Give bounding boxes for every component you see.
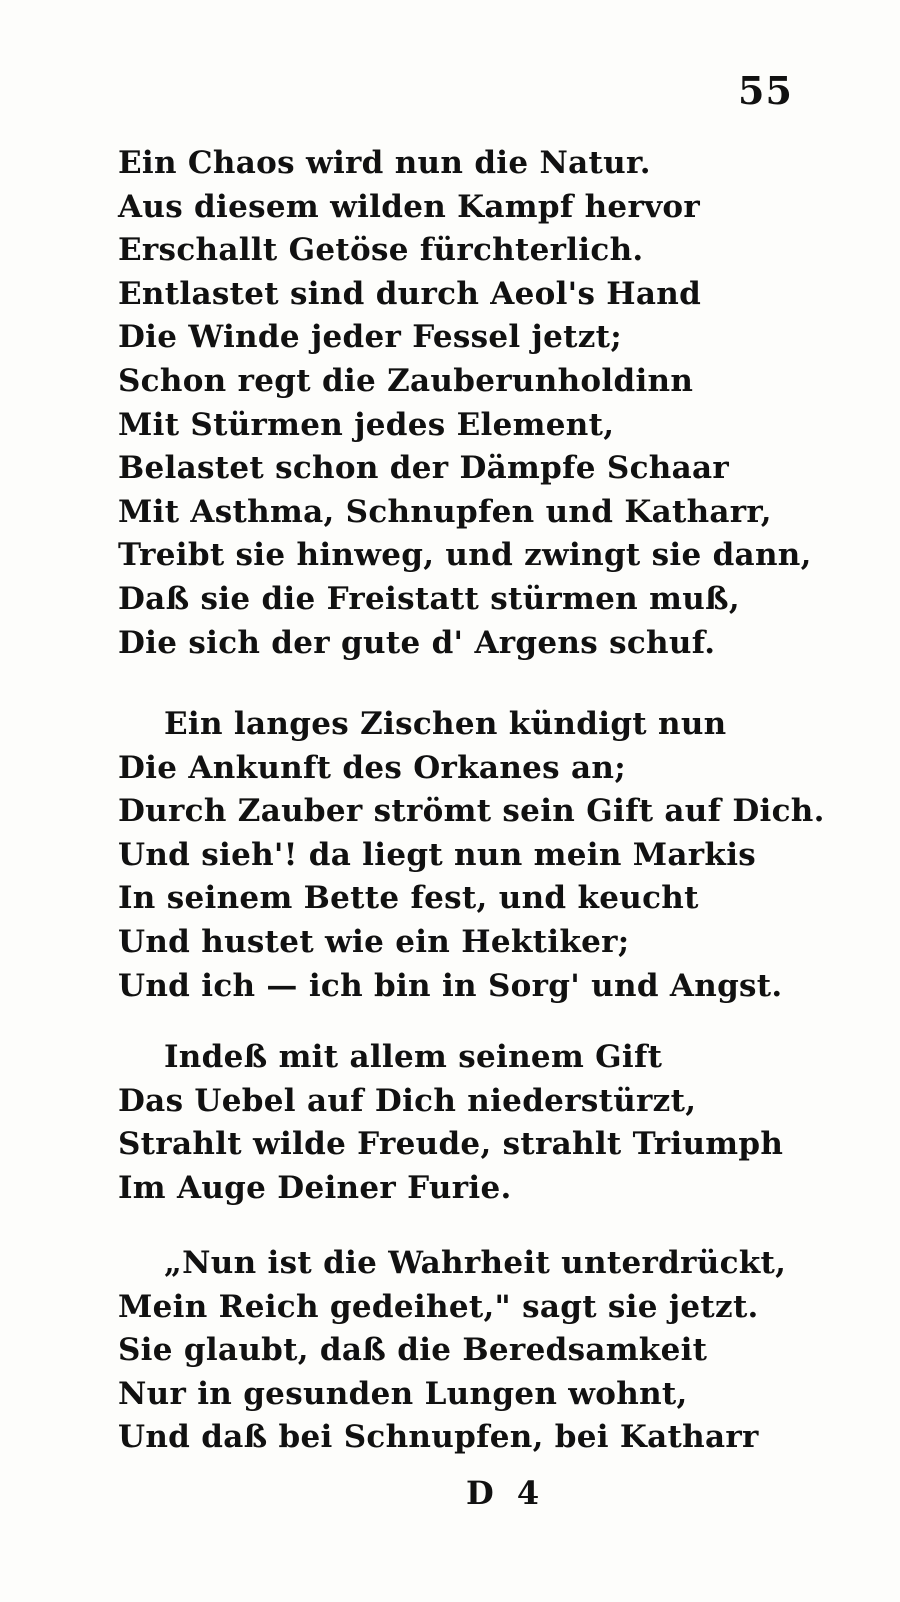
verse-line: „Nun ist die Wahrheit unterdrückt, — [164, 1245, 787, 1281]
verse-line: Treibt sie hinweg, und zwingt sie dann, — [118, 537, 812, 574]
verse-line: Mein Reich gedeihet," sagt sie jetzt. — [118, 1288, 759, 1325]
verse-line: Und hustet wie ein Hektiker; — [118, 923, 630, 960]
verse-line: Belastet schon der Dämpfe Schaar — [118, 450, 729, 487]
verse-line: Das Uebel auf Dich niederstürzt, — [118, 1082, 697, 1119]
stanza-2 — [118, 703, 838, 1008]
verse-line: Die sich der gute d' Argens schuf. — [118, 624, 716, 661]
verse-line: Und sieh'! da liegt nun mein Markis — [118, 836, 757, 873]
verse-line: Aus diesem wilden Kampf hervor — [118, 188, 701, 225]
stanza-4 — [118, 1242, 838, 1460]
verse-line: Im Auge Deiner Furie. — [118, 1169, 512, 1206]
verse-line: Nur in gesunden Lungen wohnt, — [118, 1375, 688, 1412]
verse-line: Und ich — ich bin in Sorg' und Angst. — [118, 967, 783, 1004]
verse-line: Durch Zauber strömt sein Gift auf Dich. — [118, 793, 825, 830]
verse-line: Schon regt die Zauberunholdinn — [118, 362, 694, 399]
verse-line: Und daß bei Schnupfen, bei Katharr — [118, 1419, 759, 1456]
verse-line: Die Winde jeder Fessel jetzt; — [118, 319, 622, 356]
printer-signature-mark: D 4 — [466, 1474, 546, 1512]
verse-line: Strahlt wilde Freude, strahlt Triumph — [118, 1126, 784, 1163]
verse-line: Mit Asthma, Schnupfen und Katharr, — [118, 493, 772, 530]
verse-line: Ein langes Zischen kündigt nun — [164, 706, 727, 742]
verse-line: Ein Chaos wird nun die Natur. — [118, 145, 651, 181]
stanza-1 — [118, 142, 838, 665]
verse-line: In seinem Bette fest, und keucht — [118, 880, 699, 917]
verse-line: Mit Stürmen jedes Element, — [118, 406, 615, 443]
page-number: 55 — [738, 68, 793, 113]
stanza-3 — [118, 1036, 838, 1210]
verse-line: Erschallt Getöse fürchterlich. — [118, 232, 644, 269]
verse-line: Sie glaubt, daß die Beredsamkeit — [118, 1332, 708, 1369]
verse-line: Entlastet sind durch Aeol's Hand — [118, 275, 702, 312]
verse-line: Die Ankunft des Orkanes an; — [118, 749, 626, 786]
verse-line: Daß sie die Freistatt stürmen muß, — [118, 580, 740, 617]
verse-line: Indeß mit allem seinem Gift — [164, 1039, 663, 1075]
